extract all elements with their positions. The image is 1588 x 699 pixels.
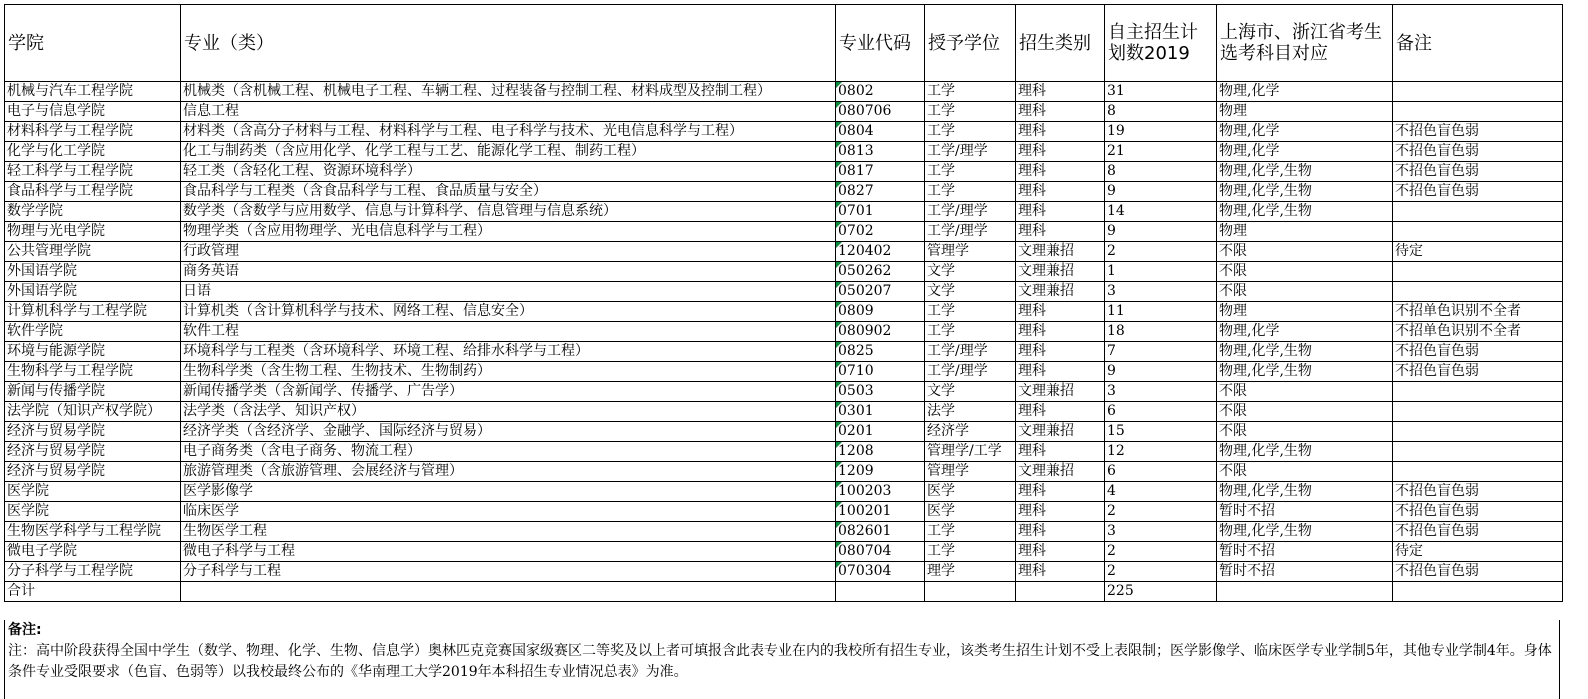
cell-major[interactable]: 信息工程 [181,102,836,122]
total-plan[interactable]: 225 [1105,582,1217,602]
table-row [5,562,1563,582]
cell-plan[interactable]: 19 [1105,122,1217,142]
cell-category[interactable]: 理科 [1016,162,1105,182]
cell-remark[interactable]: 不招单色识别不全者 [1393,322,1563,342]
cell-category[interactable]: 理科 [1016,342,1105,362]
cell-college[interactable]: 经济与贸易学院 [5,422,181,442]
cell-code[interactable]: 0804 [836,122,925,142]
cell-college[interactable]: 生物科学与工程学院 [5,362,181,382]
cell-subjects[interactable]: 物理,化学,生物 [1217,162,1393,182]
cell-plan[interactable]: 6 [1105,462,1217,482]
header-major[interactable]: 专业（类） [181,5,836,82]
cell-code[interactable]: 050207 [836,282,925,302]
cell-plan[interactable]: 8 [1105,102,1217,122]
cell-code[interactable]: 080902 [836,322,925,342]
table-row [5,522,1563,542]
table-row [5,382,1563,402]
header-subjects[interactable]: 上海市、浙江省考生选考科目对应 [1217,5,1393,82]
cell-college[interactable]: 生物医学科学与工程学院 [5,522,181,542]
cell-degree[interactable]: 工学 [925,522,1016,542]
cell-category[interactable]: 理科 [1016,222,1105,242]
cell-code[interactable]: 0710 [836,362,925,382]
cell-category[interactable]: 理科 [1016,82,1105,102]
cell-major[interactable]: 微电子科学与工程 [181,542,836,562]
cell-remark[interactable] [1393,402,1563,422]
cell-major[interactable]: 医学影像学 [181,482,836,502]
cell-code[interactable]: 0201 [836,422,925,442]
cell-major[interactable]: 法学类（含法学、知识产权） [181,402,836,422]
cell-remark[interactable]: 不招色盲色弱 [1393,142,1563,162]
cell-degree[interactable]: 工学 [925,182,1016,202]
cell-code[interactable]: 080706 [836,102,925,122]
table-row [5,222,1563,242]
cell-category[interactable]: 理科 [1016,322,1105,342]
cell-remark[interactable]: 待定 [1393,542,1563,562]
cell-plan[interactable]: 1 [1105,262,1217,282]
cell-major[interactable]: 行政管理 [181,242,836,262]
cell-college[interactable]: 机械与汽车工程学院 [5,82,181,102]
cell-college[interactable]: 外国语学院 [5,282,181,302]
table-row [5,302,1563,322]
cell-plan[interactable]: 9 [1105,182,1217,202]
header-code[interactable]: 专业代码 [836,5,925,82]
cell-code[interactable]: 0825 [836,342,925,362]
cell-major[interactable]: 材料类（含高分子材料与工程、材料科学与工程、电子科学与技术、光电信息科学与工程） [181,122,836,142]
cell-college[interactable]: 分子科学与工程学院 [5,562,181,582]
total-empty-cell[interactable] [181,582,836,602]
notes-title: 备注: [8,622,42,638]
cell-degree[interactable]: 工学 [925,302,1016,322]
total-empty-cell[interactable] [1217,582,1393,602]
cell-degree[interactable]: 工学 [925,322,1016,342]
cell-college[interactable]: 轻工科学与工程学院 [5,162,181,182]
cell-subjects[interactable]: 物理,化学 [1217,82,1393,102]
cell-remark[interactable]: 不招色盲色弱 [1393,522,1563,542]
cell-code[interactable]: 050262 [836,262,925,282]
cell-subjects[interactable]: 物理,化学,生物 [1217,482,1393,502]
cell-degree[interactable]: 经济学 [925,422,1016,442]
notes-section [4,620,1560,699]
table-row [5,102,1563,122]
cell-remark[interactable] [1393,82,1563,102]
cell-code[interactable]: 0503 [836,382,925,402]
cell-category[interactable]: 文理兼招 [1016,282,1105,302]
cell-category[interactable]: 理科 [1016,562,1105,582]
cell-college[interactable]: 电子与信息学院 [5,102,181,122]
cell-remark[interactable]: 待定 [1393,242,1563,262]
cell-category[interactable]: 文理兼招 [1016,422,1105,442]
cell-remark[interactable] [1393,442,1563,462]
total-empty-cell[interactable] [1393,582,1563,602]
cell-remark[interactable]: 不招色盲色弱 [1393,182,1563,202]
cell-code[interactable]: 0817 [836,162,925,182]
cell-degree[interactable]: 管理学/工学 [925,442,1016,462]
cell-plan[interactable]: 18 [1105,322,1217,342]
header-plan[interactable]: 自主招生计划数2019 [1105,5,1217,82]
cell-remark[interactable] [1393,382,1563,402]
cell-college[interactable]: 数学学院 [5,202,181,222]
cell-code[interactable]: 0701 [836,202,925,222]
cell-remark[interactable] [1393,102,1563,122]
cell-plan[interactable]: 11 [1105,302,1217,322]
cell-plan[interactable]: 3 [1105,522,1217,542]
cell-plan[interactable]: 2 [1105,502,1217,522]
cell-college[interactable]: 物理与光电学院 [5,222,181,242]
table-row [5,202,1563,222]
cell-subjects[interactable]: 物理 [1217,102,1393,122]
cell-category[interactable]: 理科 [1016,542,1105,562]
cell-degree[interactable]: 工学 [925,162,1016,182]
total-empty-cell[interactable] [1016,582,1105,602]
table-row [5,122,1563,142]
cell-subjects[interactable]: 不限 [1217,402,1393,422]
cell-college[interactable]: 食品科学与工程学院 [5,182,181,202]
cell-remark[interactable]: 不招色盲色弱 [1393,122,1563,142]
cell-college[interactable]: 环境与能源学院 [5,342,181,362]
cell-plan[interactable]: 3 [1105,382,1217,402]
cell-college[interactable]: 微电子学院 [5,542,181,562]
cell-college[interactable]: 医学院 [5,482,181,502]
cell-code[interactable]: 1209 [836,462,925,482]
cell-category[interactable]: 理科 [1016,502,1105,522]
cell-degree[interactable]: 医学 [925,502,1016,522]
cell-subjects[interactable]: 暂时不招 [1217,502,1393,522]
table-row [5,442,1563,462]
table-row [5,82,1563,102]
table-body [5,82,1563,582]
cell-degree[interactable]: 法学 [925,402,1016,422]
cell-plan[interactable]: 9 [1105,362,1217,382]
cell-remark[interactable]: 不招色盲色弱 [1393,362,1563,382]
cell-plan[interactable]: 6 [1105,402,1217,422]
cell-category[interactable]: 理科 [1016,522,1105,542]
cell-subjects[interactable]: 物理,化学,生物 [1217,202,1393,222]
table-row [5,462,1563,482]
cell-remark[interactable] [1393,222,1563,242]
cell-major[interactable]: 化工与制药类（含应用化学、化学工程与工艺、能源化学工程、制药工程） [181,142,836,162]
notes-text: 注：高中阶段获得全国中学生（数学、物理、化学、生物、信息学）奥林匹克竞赛国家级赛区二等奖及以上者可填报含此表专业在内的我校所有招生专业，该类考生招生计划不受上表限制；医学影像学、临床医学专业学制5年，其他专业学制4年。身体条件专业受限要求（色盲、色弱等）以我校最终公布的《华南理工大学2019年本科招生专业情况总表》为准。 [8,643,1552,680]
cell-college[interactable]: 外国语学院 [5,262,181,282]
cell-degree[interactable]: 工学/理学 [925,222,1016,242]
cell-subjects[interactable]: 不限 [1217,462,1393,482]
cell-remark[interactable]: 不招色盲色弱 [1393,502,1563,522]
cell-plan[interactable]: 7 [1105,342,1217,362]
header-college[interactable]: 学院 [5,5,181,82]
cell-degree[interactable]: 文学 [925,282,1016,302]
cell-subjects[interactable]: 物理,化学,生物 [1217,522,1393,542]
cell-major[interactable]: 计算机类（含计算机科学与技术、网络工程、信息安全） [181,302,836,322]
cell-code[interactable]: 0809 [836,302,925,322]
cell-plan[interactable]: 2 [1105,542,1217,562]
cell-college[interactable]: 新闻与传播学院 [5,382,181,402]
cell-degree[interactable]: 工学/理学 [925,202,1016,222]
cell-code[interactable]: 120402 [836,242,925,262]
cell-plan[interactable]: 8 [1105,162,1217,182]
table-row [5,422,1563,442]
header-category[interactable]: 招生类别 [1016,5,1105,82]
table-row [5,322,1563,342]
cell-plan[interactable]: 4 [1105,482,1217,502]
cell-plan[interactable]: 2 [1105,562,1217,582]
cell-college[interactable]: 化学与化工学院 [5,142,181,162]
cell-plan[interactable]: 2 [1105,242,1217,262]
cell-college[interactable]: 经济与贸易学院 [5,442,181,462]
table-row [5,362,1563,382]
total-label[interactable]: 合计 [5,582,181,602]
cell-major[interactable]: 旅游管理类（含旅游管理、会展经济与管理） [181,462,836,482]
cell-code[interactable]: 0702 [836,222,925,242]
cell-degree[interactable]: 工学 [925,122,1016,142]
cell-subjects[interactable]: 物理,化学,生物 [1217,182,1393,202]
cell-remark[interactable] [1393,462,1563,482]
cell-code[interactable]: 082601 [836,522,925,542]
cell-code[interactable]: 080704 [836,542,925,562]
cell-plan[interactable]: 21 [1105,142,1217,162]
cell-remark[interactable]: 不招色盲色弱 [1393,162,1563,182]
cell-category[interactable]: 理科 [1016,142,1105,162]
cell-college[interactable]: 医学院 [5,502,181,522]
cell-plan[interactable]: 14 [1105,202,1217,222]
table-row [5,542,1563,562]
admission-plan-table [4,4,1563,602]
cell-college[interactable]: 法学院（知识产权学院） [5,402,181,422]
cell-subjects[interactable]: 物理 [1217,302,1393,322]
cell-degree[interactable]: 文学 [925,262,1016,282]
cell-category[interactable]: 理科 [1016,442,1105,462]
cell-subjects[interactable]: 暂时不招 [1217,542,1393,562]
table-row [5,342,1563,362]
cell-major[interactable]: 分子科学与工程 [181,562,836,582]
cell-remark[interactable] [1393,282,1563,302]
cell-category[interactable]: 文理兼招 [1016,262,1105,282]
cell-major[interactable]: 环境科学与工程类（含环境科学、环境工程、给排水科学与工程） [181,342,836,362]
cell-college[interactable]: 经济与贸易学院 [5,462,181,482]
total-row [5,582,1563,602]
cell-category[interactable]: 理科 [1016,102,1105,122]
cell-code[interactable]: 0827 [836,182,925,202]
cell-major[interactable]: 商务英语 [181,262,836,282]
cell-major[interactable]: 临床医学 [181,502,836,522]
cell-degree[interactable]: 医学 [925,482,1016,502]
cell-subjects[interactable]: 物理,化学,生物 [1217,442,1393,462]
cell-category[interactable]: 理科 [1016,202,1105,222]
cell-category[interactable]: 文理兼招 [1016,462,1105,482]
cell-major[interactable]: 食品科学与工程类（含食品科学与工程、食品质量与安全） [181,182,836,202]
cell-major[interactable]: 软件工程 [181,322,836,342]
cell-subjects[interactable]: 暂时不招 [1217,562,1393,582]
cell-code[interactable]: 070304 [836,562,925,582]
cell-degree[interactable]: 工学/理学 [925,142,1016,162]
cell-code[interactable]: 0813 [836,142,925,162]
cell-remark[interactable] [1393,262,1563,282]
cell-major[interactable]: 轻工类（含轻化工程、资源环境科学） [181,162,836,182]
cell-major[interactable]: 机械类（含机械工程、机械电子工程、车辆工程、过程装备与控制工程、材料成型及控制工程） [181,82,836,102]
table-row [5,242,1563,262]
cell-code[interactable]: 0802 [836,82,925,102]
cell-degree[interactable]: 文学 [925,382,1016,402]
table-row [5,282,1563,302]
cell-category[interactable]: 理科 [1016,402,1105,422]
cell-major[interactable]: 经济学类（含经济学、金融学、国际经济与贸易） [181,422,836,442]
cell-major[interactable]: 新闻传播学类（含新闻学、传播学、广告学） [181,382,836,402]
cell-degree[interactable]: 工学 [925,542,1016,562]
cell-category[interactable]: 理科 [1016,302,1105,322]
cell-degree[interactable]: 工学 [925,82,1016,102]
table-row [5,182,1563,202]
cell-code[interactable]: 100203 [836,482,925,502]
cell-major[interactable]: 数学类（含数学与应用数学、信息与计算科学、信息管理与信息系统） [181,202,836,222]
total-empty-cell[interactable] [836,582,925,602]
header-row [5,5,1563,82]
table-row [5,142,1563,162]
cell-college[interactable]: 公共管理学院 [5,242,181,262]
cell-subjects[interactable]: 不限 [1217,242,1393,262]
cell-degree[interactable]: 管理学 [925,462,1016,482]
header-remark[interactable]: 备注 [1393,5,1563,82]
total-empty-cell[interactable] [925,582,1016,602]
header-degree[interactable]: 授予学位 [925,5,1016,82]
table-row [5,162,1563,182]
cell-subjects[interactable]: 物理,化学 [1217,142,1393,162]
cell-major[interactable]: 生物医学工程 [181,522,836,542]
cell-remark[interactable]: 不招色盲色弱 [1393,562,1563,582]
cell-degree[interactable]: 工学/理学 [925,342,1016,362]
cell-degree[interactable]: 工学 [925,102,1016,122]
cell-plan[interactable]: 12 [1105,442,1217,462]
cell-subjects[interactable]: 物理,化学,生物 [1217,362,1393,382]
cell-category[interactable]: 理科 [1016,482,1105,502]
cell-remark[interactable] [1393,422,1563,442]
cell-category[interactable]: 文理兼招 [1016,382,1105,402]
cell-code[interactable]: 0301 [836,402,925,422]
cell-major[interactable]: 电子商务类（含电子商务、物流工程） [181,442,836,462]
cell-plan[interactable]: 3 [1105,282,1217,302]
cell-degree[interactable]: 理学 [925,562,1016,582]
cell-subjects[interactable]: 物理 [1217,222,1393,242]
table-row [5,262,1563,282]
table-row [5,402,1563,422]
cell-plan[interactable]: 31 [1105,82,1217,102]
cell-category[interactable]: 理科 [1016,362,1105,382]
table-row [5,482,1563,502]
cell-subjects[interactable]: 不限 [1217,262,1393,282]
cell-remark[interactable] [1393,202,1563,222]
table-row [5,502,1563,522]
cell-subjects[interactable]: 物理,化学,生物 [1217,342,1393,362]
cell-major[interactable]: 日语 [181,282,836,302]
cell-college[interactable]: 计算机科学与工程学院 [5,302,181,322]
cell-major[interactable]: 生物科学类（含生物工程、生物技术、生物制药） [181,362,836,382]
cell-remark[interactable]: 不招色盲色弱 [1393,482,1563,502]
cell-code[interactable]: 1208 [836,442,925,462]
cell-subjects[interactable]: 不限 [1217,422,1393,442]
cell-subjects[interactable]: 不限 [1217,282,1393,302]
cell-remark[interactable]: 不招单色识别不全者 [1393,302,1563,322]
cell-plan[interactable]: 9 [1105,222,1217,242]
cell-college[interactable]: 材料科学与工程学院 [5,122,181,142]
cell-category[interactable]: 理科 [1016,122,1105,142]
cell-subjects[interactable]: 物理,化学 [1217,122,1393,142]
cell-category[interactable]: 理科 [1016,182,1105,202]
cell-subjects[interactable]: 物理,化学 [1217,322,1393,342]
cell-code[interactable]: 100201 [836,502,925,522]
cell-plan[interactable]: 15 [1105,422,1217,442]
cell-category[interactable]: 文理兼招 [1016,242,1105,262]
cell-major[interactable]: 物理学类（含应用物理学、光电信息科学与工程） [181,222,836,242]
cell-college[interactable]: 软件学院 [5,322,181,342]
cell-remark[interactable]: 不招色盲色弱 [1393,342,1563,362]
cell-degree[interactable]: 工学/理学 [925,362,1016,382]
cell-degree[interactable]: 管理学 [925,242,1016,262]
cell-subjects[interactable]: 不限 [1217,382,1393,402]
